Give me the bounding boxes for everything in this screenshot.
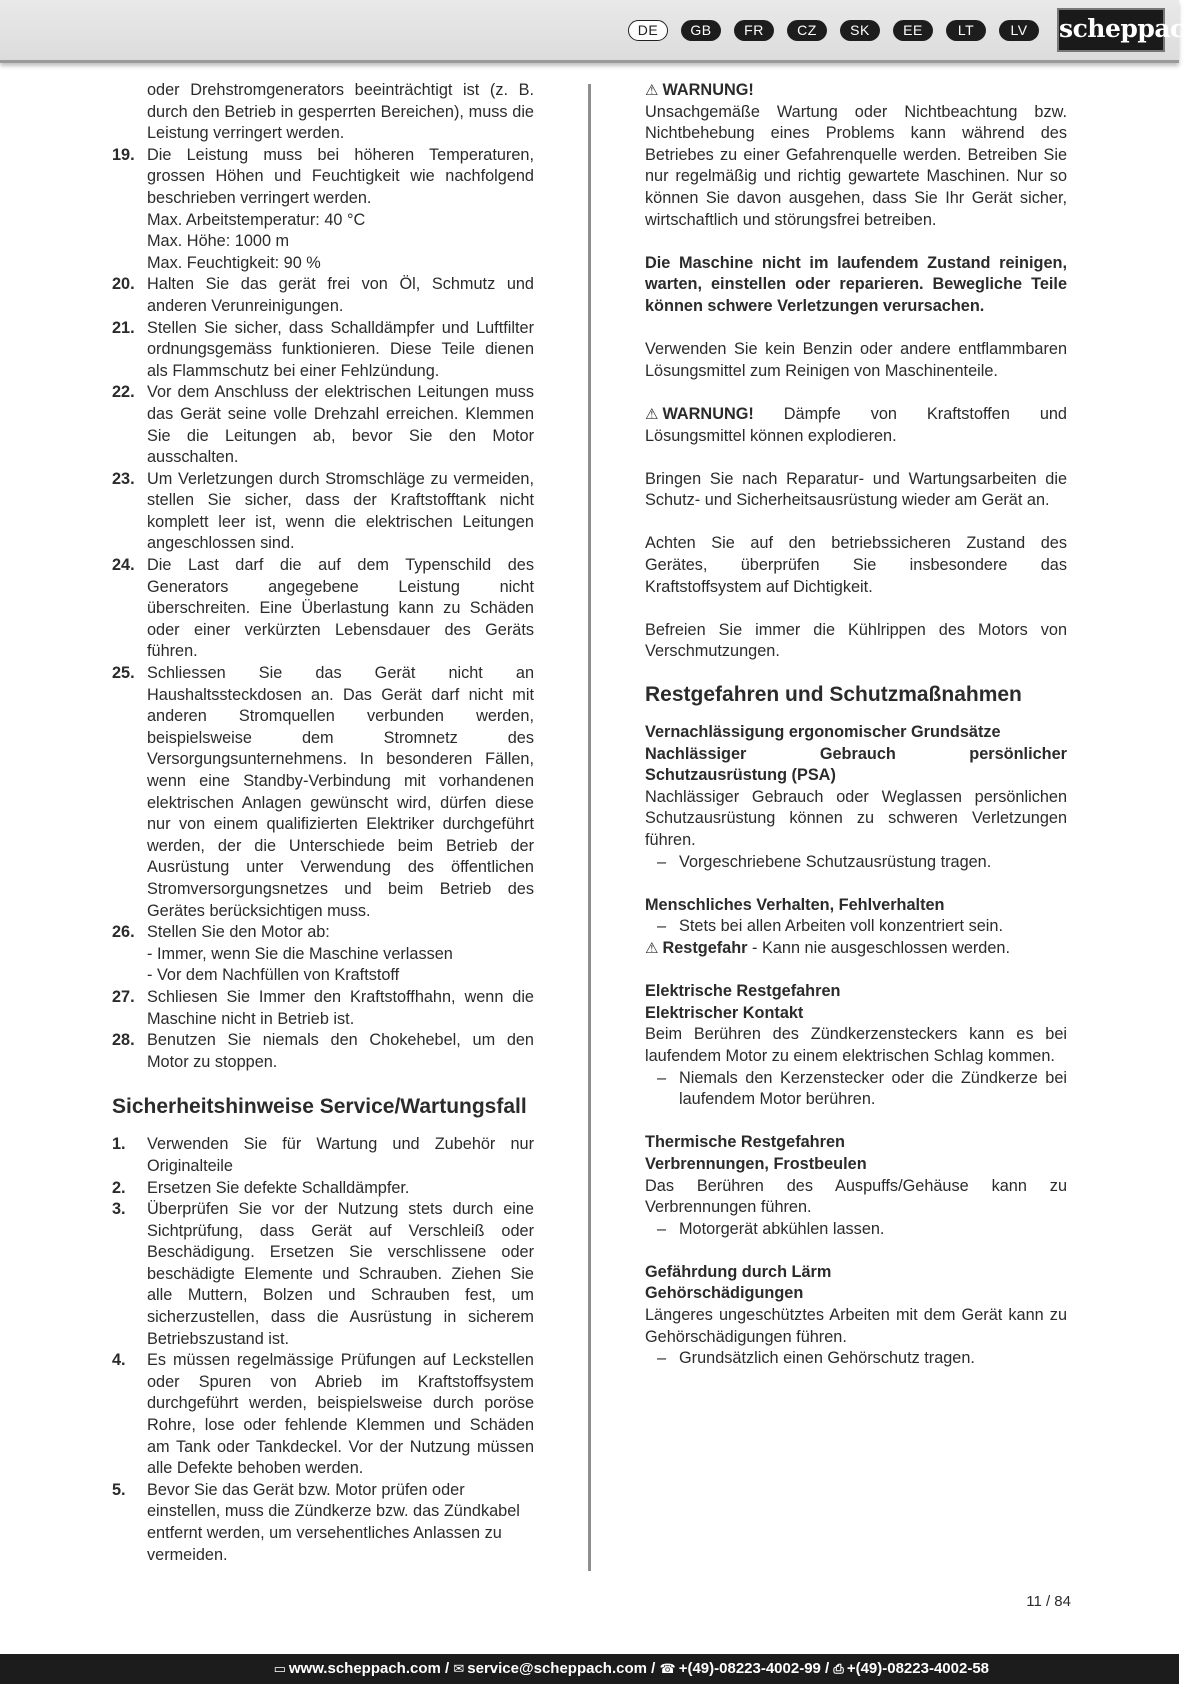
residual-risk [645, 938, 1067, 960]
section-title: Sicherheitshinweise Service/Wartungsfall [112, 1095, 527, 1119]
paragraph-cooling: Befreien Sie immer die Kühlrippen des Motors von Verschmutzungen. [645, 620, 1067, 661]
lang-ee[interactable]: EE [893, 20, 933, 41]
lang-lv[interactable]: LV [999, 20, 1039, 41]
footer-fax: +(49)-08223-4002-58 [846, 1660, 989, 1677]
lang-lt[interactable]: LT [946, 20, 986, 41]
list-item [112, 318, 534, 383]
item-text: Benutzen Sie niemals den Chokehebel, um den Motor zu stoppen. [147, 1031, 534, 1071]
dash-item: – Vorgeschriebene Schutzausrüstung tragen. [645, 852, 1067, 874]
item-number: 23. [112, 469, 135, 488]
paragraph-condition: Achten Sie auf den betriebssicheren Zustand des Gerätes, überprüfen Sie insbesondere das Kraftstoffsystem auf Dichtigkeit. [645, 534, 1067, 596]
list-item [112, 1350, 534, 1480]
list-item [112, 1134, 534, 1177]
subheading: Nachlässiger Gebrauch persönlicher Schutzausrüstung (PSA) [645, 744, 1067, 785]
phone-icon: ☎ [659, 1661, 676, 1676]
subheading: Elektrische Restgefahren [645, 982, 841, 1001]
paragraph-protection: Bringen Sie nach Reparatur- und Wartungsarbeiten die Schutz- und Sicherheitsausrüstung wieder am Gerät an. [645, 469, 1067, 510]
dash-item: – Grundsätzlich einen Gehörschutz tragen. [645, 1348, 1067, 1370]
item-number: 1. [112, 1135, 126, 1154]
item-text: Max. Feuchtigkeit: 90 % [147, 253, 321, 272]
mail-icon: ✉ [453, 1661, 465, 1676]
item-number: 5. [112, 1480, 126, 1499]
item-text: Bevor Sie das Gerät bzw. Motor prüfen oder einstellen, muss die Zündkerze bzw. das Zündkabel entfernt werden, um versehentliches Anlassen zu vermeiden. [147, 1480, 520, 1564]
page-number: 11 / 84 [1026, 1593, 1071, 1610]
item-text: Um Verletzungen durch Stromschläge zu vermeiden, stellen Sie sicher, dass der Kraftstofftank nicht komplett leer ist, wenn die elektrischen Leitungen angeschlossen sind. [147, 469, 534, 553]
footer-email[interactable]: service@scheppach.com / [467, 1660, 656, 1677]
item-number: 2. [112, 1178, 126, 1197]
item-text: Die Last darf die auf dem Typenschild des Generators angegebene Leistung nicht überschreiten. Eine Überlastung kann zu Schäden oder einer verkürzten Lebensdauer des Geräts führen. [147, 556, 534, 661]
warning-label: WARNUNG! [662, 81, 754, 99]
subheading: Elektrischer Kontakt [645, 1003, 804, 1022]
body-text: Längeres ungeschütztes Arbeiten mit dem Gerät kann zu Gehörschädigungen führen. [645, 1306, 1067, 1346]
header-bar [0, 0, 1202, 63]
warning-triangle-icon: ⚠ [645, 82, 659, 99]
list-item [112, 145, 534, 275]
dash-item: – Niemals den Kerzenstecker oder die Zündkerze bei laufendem Motor berühren. [645, 1068, 1067, 1111]
item-text: - Vor dem Nachfüllen von Kraftstoff [147, 966, 400, 985]
list-item [112, 1030, 534, 1073]
lang-de[interactable]: DE [628, 20, 668, 41]
item-text: Stellen Sie sicher, dass Schalldämpfer und Luftfilter ordnungsgemäss funktionieren. Diese Teile dienen als Flammschutz bei einer Fehlzündung. [147, 318, 534, 380]
footer-phone: +(49)-08223-4002-99 / [678, 1660, 830, 1677]
dash-item: – Motorgerät abkühlen lassen. [645, 1219, 1067, 1241]
language-selector [628, 20, 1039, 41]
footer-bar [0, 1654, 1179, 1684]
list-item [112, 469, 534, 555]
warning-vapors-text: Dämpfe von Kraftstoffen und Lösungsmittel können explodieren. [645, 404, 1067, 445]
item-number: 3. [112, 1200, 126, 1219]
left-column [112, 80, 534, 1566]
item-text: Max. Arbeitstemperatur: 40 °C [147, 210, 366, 229]
lang-sk[interactable]: SK [840, 20, 880, 41]
item-number: 21. [112, 318, 135, 337]
item-text: Vor dem Anschluss der elektrischen Leitungen muss das Gerät seine volle Drehzahl erreichen. Klemmen Sie die Leitungen ab, bevor Sie den Motor ausschalten. [147, 383, 534, 467]
subheading: Verbrennungen, Frostbeulen [645, 1154, 867, 1173]
item-number: 20. [112, 275, 135, 294]
section-title: Restgefahren und Schutzmaßnahmen [645, 683, 1022, 707]
item-text: Es müssen regelmässige Prüfungen auf Leckstellen oder Spuren von Abrieb im Kraftstoffsystem durchgeführt werden, beispielsweise durch poröse Rohre, lose oder fehlende Klemmen und Schäden am Tank oder Tankdeckel. Vor der Nutzung müssen alle Defekte behoben werden. [147, 1351, 534, 1478]
warning-triangle-icon: ⚠ [645, 939, 659, 957]
item-text: Halten Sie das gerät frei von Öl, Schmutz und anderen Verunreinigungen. [147, 275, 534, 315]
list-item [112, 922, 534, 987]
list-item [112, 274, 534, 317]
intro-continuation: oder Drehstromgenerators beeinträchtigt ist (z. B. durch den Betrieb in gesperrten Bereichen), muss die Leistung verringert werden. [147, 81, 534, 143]
residual-risk-text: - Kann nie ausgeschlossen werden. [747, 938, 1010, 957]
subheading: Vernachlässigung ergonomischer Grundsätze [645, 723, 1001, 742]
list-item [112, 555, 534, 663]
body-text: Das Berühren des Auspuffs/Gehäuse kann zu Verbrennungen führen. [645, 1176, 1067, 1217]
item-text: Die Leistung muss bei höheren Temperaturen, grossen Höhen und Feuchtigkeit wie nachfolgend beschrieben verringert werden. [147, 145, 534, 207]
item-number: 26. [112, 923, 135, 942]
item-number: 19. [112, 145, 135, 164]
dash-text: Stets bei allen Arbeiten voll konzentriert sein. [679, 917, 1003, 936]
body-text: Beim Berühren des Zündkerzensteckers kann es bei laufendem Motor zu einem elektrischen Schlag kommen. [645, 1025, 1067, 1065]
column-divider [588, 84, 591, 1571]
dash-text: Grundsätzlich einen Gehörschutz tragen. [679, 1349, 975, 1368]
list-item [112, 382, 534, 468]
bold-safety-paragraph: Die Maschine nicht im laufendem Zustand reinigen, warten, einstellen oder reparieren. Bewegliche Teile können schwere Verletzungen verursachen. [645, 253, 1067, 315]
item-text: Schliesen Sie Immer den Kraftstoffhahn, wenn die Maschine nicht in Betrieb ist. [147, 987, 534, 1028]
item-number: 4. [112, 1351, 126, 1370]
subheading: Gefährdung durch Lärm [645, 1262, 832, 1281]
item-text: Überprüfen Sie vor der Nutzung stets durch eine Sichtprüfung, dass Gerät auf Verschleiß oder Beschädigung. Ersetzen Sie verschlissene oder beschädigte Elemente und Schrauben. Ziehen Sie alle Muttern, Bolzen und Schrauben fest, um sicherzustellen, dass die Ausrüstung in sicherem Betriebszustand ist. [147, 1200, 534, 1348]
item-number: 27. [112, 987, 135, 1006]
item-text: - Immer, wenn Sie die Maschine verlassen [147, 944, 453, 963]
dash-text: Motorgerät abkühlen lassen. [679, 1219, 885, 1238]
subheading: Gehörschädigungen [645, 1284, 804, 1303]
item-number: 22. [112, 383, 135, 402]
lang-fr[interactable]: FR [734, 20, 774, 41]
item-text: Verwenden Sie für Wartung und Zubehör nur Originalteile [147, 1135, 534, 1175]
item-text: Max. Höhe: 1000 m [147, 232, 290, 251]
right-column [645, 80, 1067, 1370]
list-item [112, 987, 534, 1030]
dash-text: Niemals den Kerzenstecker oder die Zündkerze bei laufendem Motor berühren. [679, 1068, 1067, 1109]
residual-risk-label: Restgefahr [662, 938, 748, 957]
lang-gb[interactable]: GB [681, 20, 721, 41]
warning-vapors [645, 404, 1067, 447]
item-number: 28. [112, 1031, 135, 1050]
warning-label: WARNUNG! [662, 404, 754, 423]
dash-item: – Stets bei allen Arbeiten voll konzentriert sein. [645, 916, 1067, 938]
footer-website[interactable]: www.scheppach.com / [288, 1660, 450, 1677]
list-item [112, 1199, 534, 1350]
computer-icon: ▭ [273, 1661, 286, 1676]
warning-text: Unsachgemäße Wartung oder Nichtbeachtung bzw. Nichtbehebung eines Problems kann während des Betriebes zu einer Gefahrenquelle werden. Betreiben Sie nur regelmäßig und richtig gewartete Maschinen. Nur so können Sie davon ausgehen, dass Sie Ihr Gerät sicher, wirtschaftlich und störungsfrei betreiben. [645, 102, 1067, 229]
item-text: Stellen Sie den Motor ab: [147, 923, 330, 942]
item-text: Ersetzen Sie defekte Schalldämpfer. [147, 1178, 410, 1197]
warning-triangle-icon: ⚠ [645, 405, 659, 423]
body-text: Nachlässiger Gebrauch oder Weglassen persönlichen Schutzausrüstung können zu schweren Verletzungen führen. [645, 787, 1067, 849]
item-number: 25. [112, 664, 135, 683]
brand-logo: scheppach [1057, 8, 1165, 52]
paragraph-benzin: Verwenden Sie kein Benzin oder andere entflammbaren Lösungsmittel zum Reinigen von Maschinenteile. [645, 340, 1067, 380]
list-item [112, 1178, 534, 1200]
subheading: Menschliches Verhalten, Fehlverhalten [645, 895, 945, 914]
warning-heading [645, 80, 1067, 102]
item-number: 24. [112, 556, 135, 575]
list-item [112, 663, 534, 922]
list-item [112, 1480, 534, 1566]
fax-icon: ⎙ [833, 1661, 844, 1676]
dash-text: Vorgeschriebene Schutzausrüstung tragen. [679, 852, 992, 871]
subheading: Thermische Restgefahren [645, 1133, 845, 1152]
lang-cz[interactable]: CZ [787, 20, 827, 41]
item-text: Schliessen Sie das Gerät nicht an Haushaltssteckdosen an. Das Gerät darf nicht mit anderen Stromquellen verbunden werden, beispielsweise dem Stromnetz des Versorgungsunternehmens. In besonderen Fällen, wenn eine Standby-Verbindung mit vorhandenen elektrischen Anlagen gewünscht wird, dürfen diese nur von einem qualifizierten Elektriker durchgeführt werden, der die Unterschiede beim Betrieb der Ausrüstung unter Verwendung des öffentlichen Stromversorgungsnetzes und beim Betrieb des Gerätes berücksichtigen muss. [147, 664, 534, 920]
